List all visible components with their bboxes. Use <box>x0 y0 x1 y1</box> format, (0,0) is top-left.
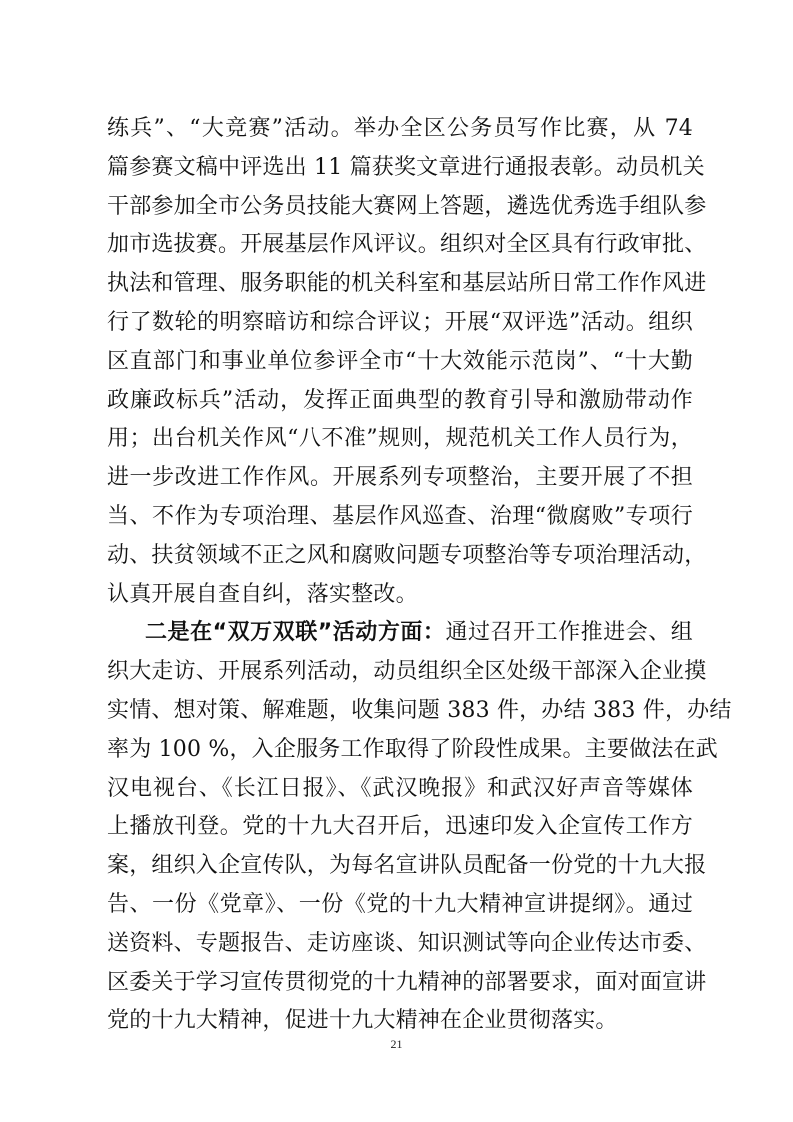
body-text <box>107 110 732 1041</box>
paragraph-2-line: 告、一份《党章》、一份《党的十九大精神宣讲提纲》。通过 <box>107 891 693 917</box>
page-number: 21 <box>390 1037 403 1051</box>
paragraph-1-line: 练兵”、“大竞赛”活动。举办全区公务员写作比赛，从 74 <box>107 116 693 141</box>
paragraph-2-line: 汉电视台、《长江日报》、《武汉晚报》和武汉好声音等媒体 <box>107 775 693 801</box>
paragraph-1-line: 区直部门和事业单位参评全市“十大效能示范岗”、“十大勤 <box>107 348 693 374</box>
paragraph-1-line: 认真开展自查自纠，落实整改。 <box>107 581 418 607</box>
paragraph-1-line: 进一步改进工作作风。开展系列专项整治，主要开展了不担 <box>107 465 693 491</box>
paragraph-2-line: 织大走访、开展系列活动，动员组织全区处级干部深入企业摸 <box>107 659 707 685</box>
paragraph-2-first-line-text: 通过召开工作推进会、组 <box>445 620 693 646</box>
paragraph-1-line: 动、扶贫领域不正之风和腐败问题专项整治等专项治理活动， <box>107 542 707 568</box>
paragraph-2-line: 区委关于学习宣传贯彻党的十九精神的部署要求，面对面宣讲 <box>107 969 707 995</box>
paragraph-2-line: 上播放刊登。党的十九大召开后，迅速印发入企宣传工作方 <box>107 814 693 840</box>
paragraph-1-line: 行了数轮的明察暗访和综合评议；开展“双评选”活动。组织 <box>107 309 693 335</box>
paragraph-2-line: 案，组织入企宣传队，为每名宣讲队员配备一份党的十九大报 <box>107 853 707 879</box>
paragraph-1-line: 用；出台机关作风“八不准”规则，规范机关工作人员行为， <box>107 426 693 452</box>
paragraph-1-line: 干部参加全市公务员技能大赛网上答题，遴选优秀选手组队参 <box>107 193 707 219</box>
paragraph-2-line: 率为 100 %，入企服务工作取得了阶段性成果。主要做法在武 <box>107 736 718 762</box>
paragraph-1-line: 当、不作为专项治理、基层作风巡查、治理“微腐败”专项行 <box>107 503 693 529</box>
paragraph-1-line: 篇参赛文稿中评选出 11 篇获奖文章进行通报表彰。动员机关 <box>107 154 705 180</box>
paragraph-1-line: 执法和管理、服务职能的机关科室和基层站所日常工作作风进 <box>107 271 707 297</box>
paragraph-2-line: 党的十九大精神，促进十九大精神在企业贯彻落实。 <box>107 1008 618 1034</box>
paragraph-1-line: 政廉政标兵”活动，发挥正面典型的教育引导和激励带动作 <box>107 387 693 413</box>
paragraph-2-line: 送资料、专题报告、走访座谈、知识测试等向企业传达市委、 <box>107 930 707 956</box>
paragraph-2-line: 实情、想对策、解难题，收集问题 383 件，办结 383 件，办结 <box>107 697 732 723</box>
paragraph-2-heading: 二是在“双万双联”活动方面： <box>145 620 446 646</box>
paragraph-1-line: 加市选拔赛。开展基层作风评议。组织对全区具有行政审批、 <box>107 232 707 258</box>
paragraph-2-first-line <box>107 614 693 653</box>
